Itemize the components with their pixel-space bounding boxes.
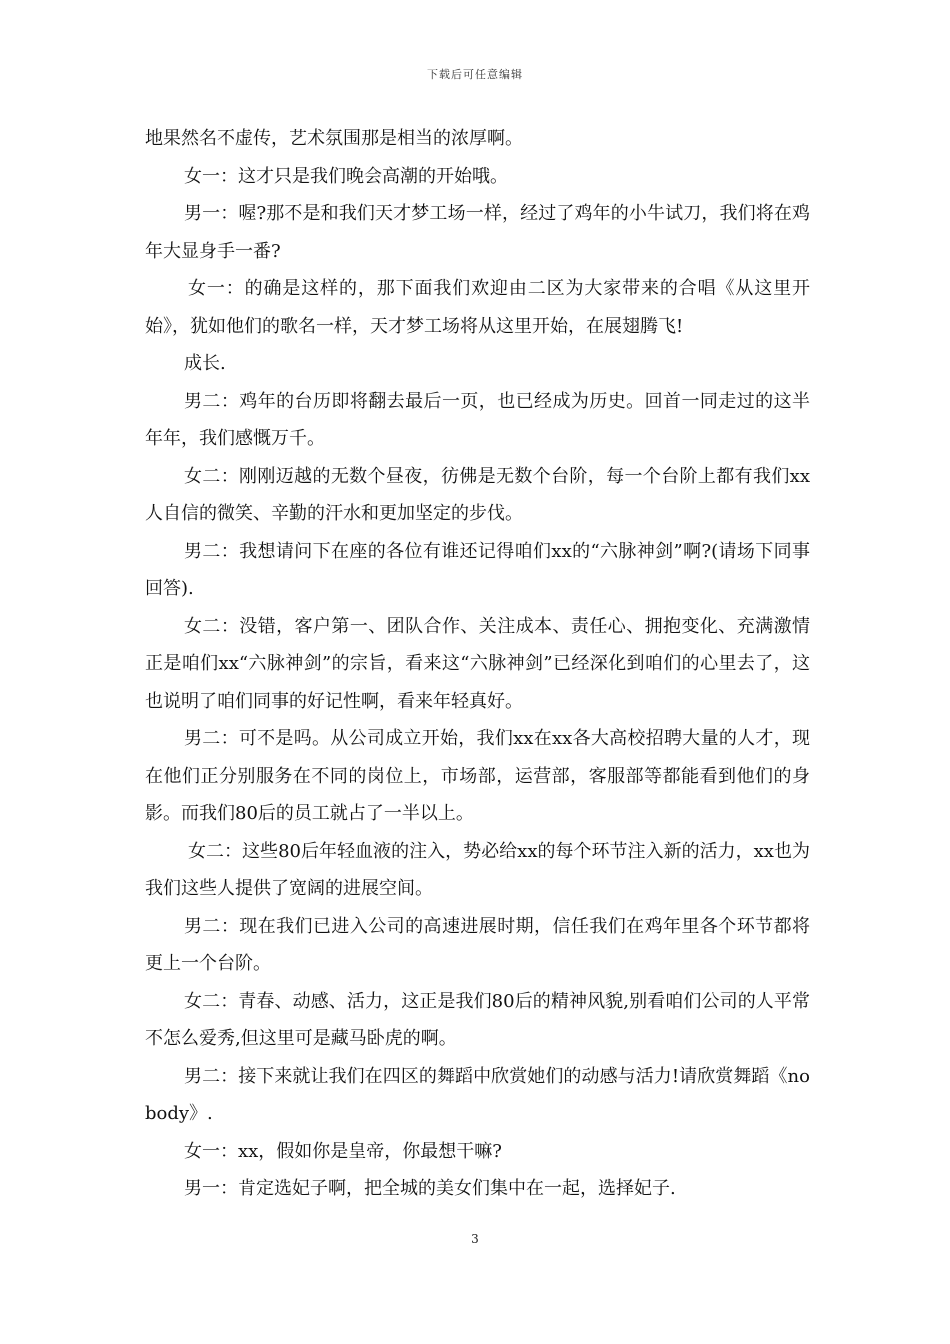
paragraph: 男一：肯定选妃子啊，把全城的美女们集中在一起，选择妃子. xyxy=(184,1178,676,1199)
paragraph: 男二：鸡年的台历即将翻去最后一页，也已经成为历史。回首一同走过的这半年年，我们感慨万千。 xyxy=(145,390,810,449)
paragraph: 地果然名不虚传，艺术氛围那是相当的浓厚啊。 xyxy=(145,128,523,149)
paragraph: 男二：现在我们已进入公司的高速进展时期，信任我们在鸡年里各个环节都将更上一个台阶。 xyxy=(145,915,810,974)
page-number: 3 xyxy=(471,1232,479,1246)
paragraph: 女二：青春、动感、活力，这正是我们80后的精神风貌,别看咱们公司的人平常不怎么爱秀,但这里可是藏马卧虎的啊。 xyxy=(145,990,810,1049)
paragraph: 女二：没错，客户第一、团队合作、关注成本、责任心、拥抱变化、充满激情正是咱们xx“六脉神剑”的宗旨，看来这“六脉神剑”已经深化到咱们的心里去了，这也说明了咱们同事的好记性啊，看来年轻真好。 xyxy=(145,615,810,712)
paragraph: 男二：我想请问下在座的各位有谁还记得咱们xx的“六脉神剑”啊?(请场下同事回答). xyxy=(145,540,810,599)
paragraph: 成长. xyxy=(184,353,226,374)
document-body xyxy=(145,120,810,1208)
paragraph: 男一：喔?那不是和我们天才梦工场一样，经过了鸡年的小牛试刀，我们将在鸡年大显身手一番? xyxy=(145,203,810,262)
paragraph: 男二：可不是吗。从公司成立开始，我们xx在xx各大高校招聘大量的人才，现在他们正分别服务在不同的岗位上，市场部，运营部，客服部等都能看到他们的身影。而我们80后的员工就占了一半以上。 xyxy=(145,728,810,824)
paragraph: 男二：接下来就让我们在四区的舞蹈中欣赏她们的动感与活力!请欣赏舞蹈《nobody》. xyxy=(145,1065,810,1124)
paragraph: 女一：的确是这样的，那下面我们欢迎由二区为大家带来的合唱《从这里开始》，犹如他们的歌名一样，天才梦工场将从这里开始，在展翅腾飞! xyxy=(145,278,810,337)
paragraph: 女一：这才只是我们晚会高潮的开始哦。 xyxy=(184,165,508,187)
paragraph: 女一：xx，假如你是皇帝，你最想干嘛? xyxy=(184,1140,502,1162)
paragraph: 女二：这些80后年轻血液的注入，势必给xx的每个环节注入新的活力，xx也为我们这些人提供了宽阔的进展空间。 xyxy=(145,840,810,899)
page-header: 下载后可任意编辑 xyxy=(427,68,523,81)
paragraph: 女二：刚刚迈越的无数个昼夜，彷佛是无数个台阶，每一个台阶上都有我们xx人自信的微笑、辛勤的汗水和更加坚定的步伐。 xyxy=(145,465,810,524)
